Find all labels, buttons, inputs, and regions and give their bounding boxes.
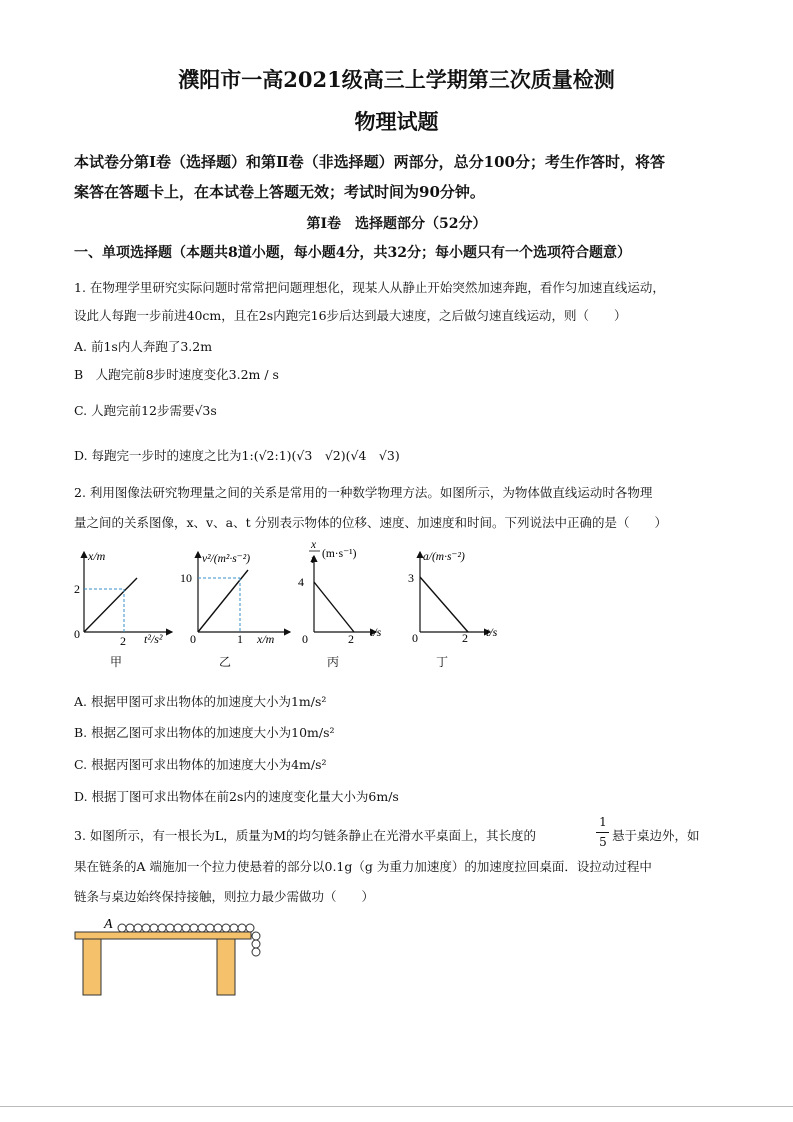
origin: 0: [74, 627, 80, 641]
q3-fraction-bar: [596, 832, 609, 833]
y-tick: 3: [408, 571, 414, 585]
point-a-label: A: [104, 917, 113, 932]
q3-stem-line-3: 链条与桌边始终保持接触，则拉力最少需做功（ ）: [74, 889, 375, 904]
x-tick: 2: [462, 631, 468, 645]
q1-stem-line-1: 1. 在物理学里研究实际问题时常常把问题理想化，现某人从静止开始突然加速奔跑，看作匀加速直线运动，: [74, 280, 665, 295]
q1-option-c: C. 人跑完前12步需要√3s: [74, 403, 217, 418]
q1-option-a: A. 前1s内人奔跑了3.2m: [74, 339, 213, 354]
y-label: a/(m·s⁻²): [423, 551, 465, 563]
q3-fraction-denominator: 5: [599, 835, 607, 849]
q2-stem-line-1: 2. 利用图像法研究物理量之间的关系是常用的一种数学物理方法。如图所示，为物体做直线运动时各物理: [74, 485, 653, 500]
x-tick: 1: [237, 632, 243, 646]
chain: [118, 924, 260, 956]
x-label: t/s: [486, 625, 498, 639]
q2-option-d: D. 根据丁图可求出物体在前2s内的速度变化量大小为6m/s: [74, 789, 399, 804]
y-tick: 2: [74, 582, 80, 596]
graph-line: [314, 582, 354, 632]
page-subtitle: 物理试题: [354, 109, 439, 134]
table-top: [75, 932, 251, 939]
table-leg-left: [83, 939, 101, 995]
q2-option-b: B. 根据乙图可求出物体的加速度大小为10m/s²: [74, 725, 335, 740]
origin: 0: [190, 632, 196, 646]
x-tick: 2: [120, 634, 126, 648]
q3-stem-line-1a: 3. 如图所示，有一根长为L，质量为M的均匀链条静止在光滑水平桌面上，其长度的: [74, 828, 537, 843]
graph-line: [420, 577, 468, 632]
origin: 0: [302, 632, 308, 646]
q1-option-b: B 人跑完前8步时速度变化3.2m / s: [74, 367, 279, 382]
section-title: 第Ⅰ卷 选择题部分（52分）: [306, 216, 487, 232]
x-label: t²/s²: [144, 632, 163, 646]
table-chain-figure: [70, 912, 270, 1000]
q1-stem-line-2: 设此人每跑一步前进40cm，且在2s内跑完16步后达到最大速度，之后做匀速直线运动，则（ ）: [74, 308, 627, 323]
graph-bing: [290, 536, 410, 650]
q2-stem-line-2: 量之间的关系图像，x、v、a、t 分别表示物体的位移、速度、加速度和时间。下列说法中正确的是（ ）: [74, 515, 668, 530]
q1-option-d: D. 每跑完一步时的速度之比为1:(√2:1)(√3 √2)(√4 √3): [74, 448, 400, 463]
graph-line: [84, 578, 137, 632]
y-label-unit: (m·s⁻¹): [322, 548, 357, 560]
q3-fraction-numerator: 1: [599, 815, 607, 829]
x-label: t/s: [370, 625, 382, 639]
graph-ding: [398, 542, 518, 650]
graph-yi: [180, 542, 300, 650]
q2-option-c: C. 根据丙图可求出物体的加速度大小为4m/s²: [74, 757, 327, 772]
y-label: v²/(m²·s⁻²): [202, 553, 251, 565]
y-tick: 4: [298, 575, 304, 589]
graph-ding-label: 丁: [435, 655, 448, 669]
graph-jia-label: 甲: [109, 655, 122, 669]
x-label: x/m: [257, 632, 275, 646]
part-title: 一、单项选择题（本题共8道小题，每小题4分，共32分；每小题只有一个选项符合题意）: [74, 245, 631, 261]
page-title: 濮阳市一高2021级高三上学期第三次质量检测: [178, 67, 615, 92]
x-tick: 2: [348, 632, 354, 646]
y-label: x/m: [88, 549, 106, 563]
graph-bing-label: 丙: [326, 655, 339, 669]
table-leg-right: [217, 939, 235, 995]
graph-jia: [60, 542, 180, 650]
q3-stem-line-1b: 悬于桌边外，如: [612, 828, 700, 843]
instructions-line-1: 本试卷分第Ⅰ卷（选择题）和第Ⅱ卷（非选择题）两部分，总分100分；考生作答时，将答: [74, 153, 665, 171]
page-bottom-rule: [0, 1106, 793, 1107]
y-label-numerator: x: [311, 539, 317, 551]
y-label-denominator: t: [311, 554, 315, 566]
q2-option-a: A. 根据甲图可求出物体的加速度大小为1m/s²: [74, 694, 327, 709]
q3-stem-line-2: 果在链条的A 端施加一个拉力使悬着的部分以0.1g（g 为重力加速度）的加速度拉回桌面．设拉动过程中: [74, 859, 652, 874]
graph-yi-label: 乙: [218, 655, 231, 669]
y-tick: 10: [180, 571, 192, 585]
origin: 0: [412, 631, 418, 645]
instructions-line-2: 案答在答题卡上，在本试卷上答题无效；考试时间为90分钟。: [74, 183, 485, 201]
